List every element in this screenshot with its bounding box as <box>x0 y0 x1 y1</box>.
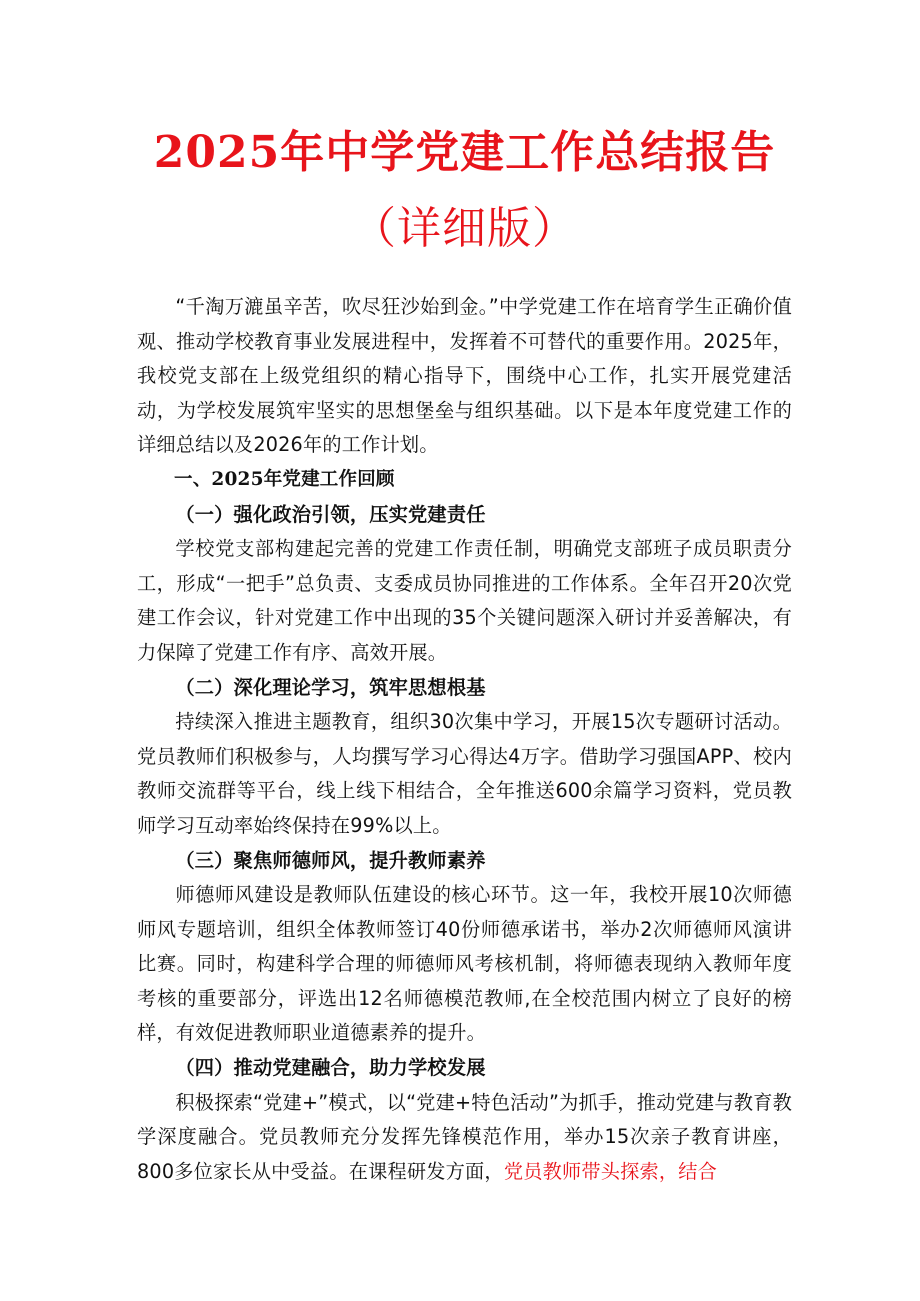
section-heading-review: 一、2025年党建工作回顾 <box>174 468 395 490</box>
subsection-heading-1: （一）强化政治引领，压实党建责任 <box>175 502 486 526</box>
document-subtitle: （详细版） <box>352 203 577 254</box>
subsection-paragraph-1: 学校党支部构建起完善的党建工作责任制，明确党支部班子成员职责分工，形成“一把手”总负责、支委成员协同推进的工作体系。全年召开20次党建工作会议，针对党建工作中出现的35个关键问题深入研讨并妥善解决，有力保障了党建工作有序、高效开展。 <box>137 537 792 664</box>
subsection-paragraph-4-text: 积极探索“党建+”模式，以“党建+特色活动”为抓手，推动党建与教育教学深度融合。党员教师充分发挥先锋模范作用，举办15次亲子教育讲座，800多位家长从中受益。在课程研发方面， <box>137 1090 792 1183</box>
highlighted-text: 党员教师带头探索，结合 <box>503 1159 718 1183</box>
subsection-heading-4: （四）推动党建融合，助力学校发展 <box>175 1056 486 1080</box>
subsection-heading-2: （二）深化理论学习，筑牢思想根基 <box>175 675 486 699</box>
subsection-paragraph-4 <box>137 1086 792 1190</box>
document-title: 2025年中学党建工作总结报告 <box>153 127 776 178</box>
document-body <box>137 290 792 1189</box>
intro-paragraph: “千淘万漉虽辛苦，吹尽狂沙始到金。”中学党建工作在培育学生正确价值观、推动学校教育事业发展进程中，发挥着不可替代的重要作用。2025年，我校党支部在上级党组织的精心指导下，围绕中心工作，扎实开展党建活动，为学校发展筑牢坚实的思想堡垒与组织基础。以下是本年度党建工作的详细总结以及2026年的工作计划。 <box>137 295 792 457</box>
subsection-paragraph-3: 师德师风建设是教师队伍建设的核心环节。这一年，我校开展10次师德师风专题培训，组织全体教师签订40份师德承诺书，举办2次师德师风演讲比赛。同时，构建科学合理的师德师风考核机制，将师德表现纳入教师年度考核的重要部分，评选出12名师德模范教师,在全校范围内树立了良好的榜样，有效促进教师职业道德素养的提升。 <box>137 883 792 1045</box>
subsection-paragraph-2: 持续深入推进主题教育，组织30次集中学习，开展15次专题研讨活动。党员教师们积极参与，人均撰写学习心得达4万字。借助学习强国APP、校内教师交流群等平台，线上线下相结合，全年推送600余篇学习资料，党员教师学习互动率始终保持在99%以上。 <box>137 710 792 837</box>
subsection-heading-3: （三）聚焦师德师风，提升教师素养 <box>175 848 486 872</box>
